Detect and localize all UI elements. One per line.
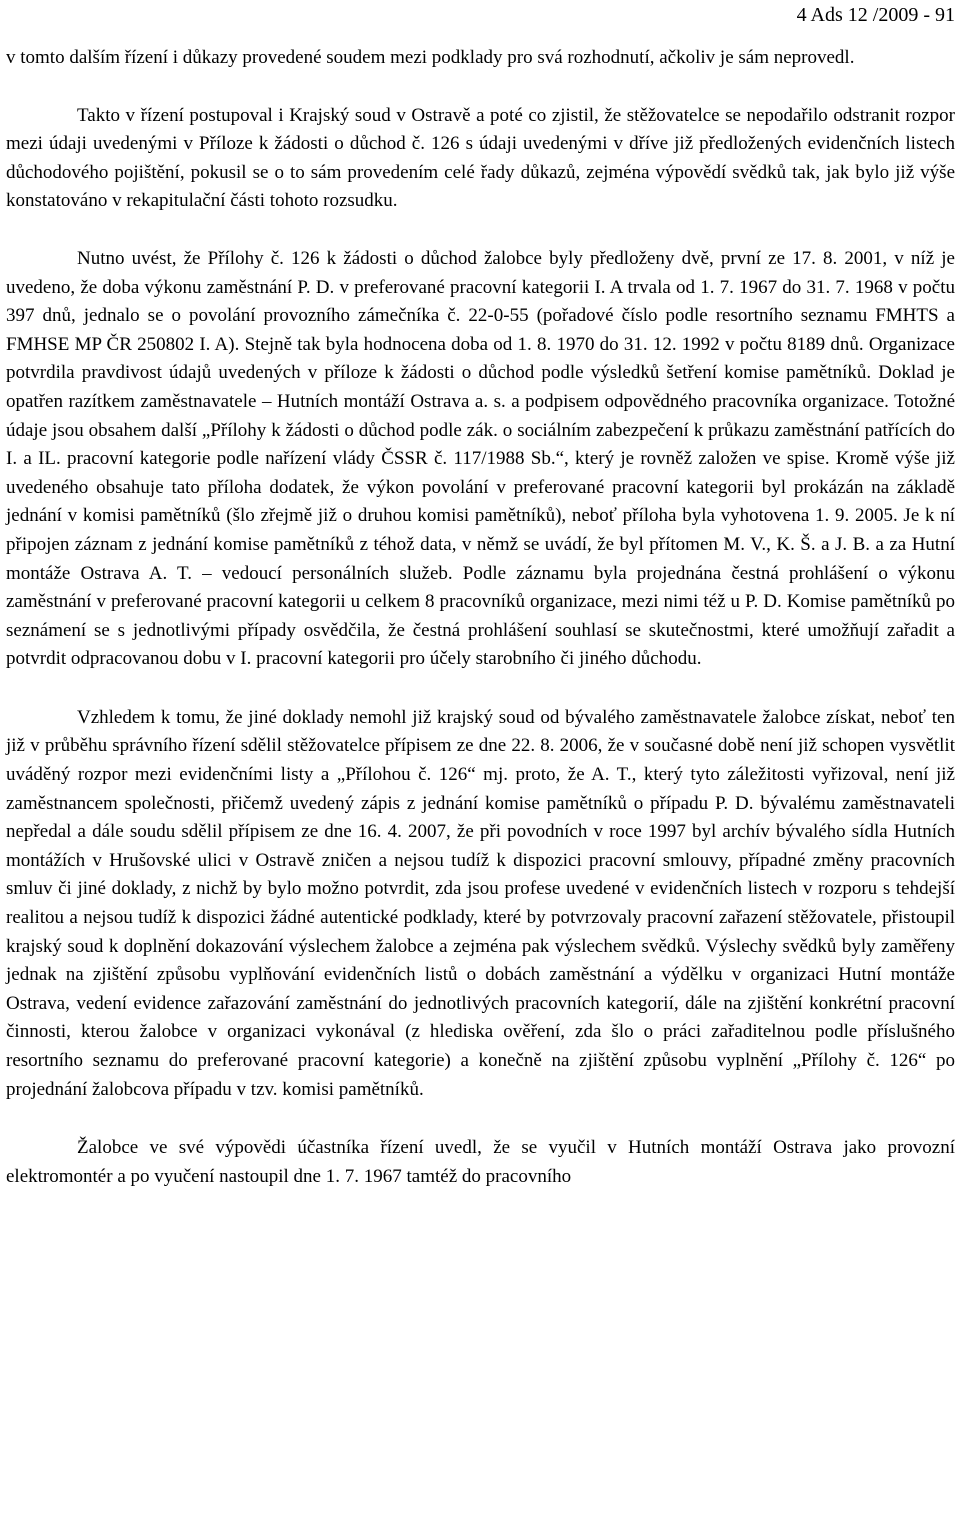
paragraph-testimony: Žalobce ve své výpovědi účastníka řízení uvedl, že se vyučil v Hutních montáží Ostrava jako provozní elektromontér a po vyučení nastoupil dne 1. 7. 1967 tamtéž do pracovního xyxy=(6,1137,955,1187)
case-number: 4 Ads 12 /2009 - 91 xyxy=(796,4,955,26)
paragraph-continuation: v tomto dalším řízení i důkazy provedené soudem mezi podklady pro svá rozhodnutí, ačkoliv je sám neprovedl. xyxy=(6,47,855,68)
paragraph-gap xyxy=(6,674,955,704)
paragraph-gap xyxy=(6,73,955,102)
paragraph-attachments: Nutno uvést, že Přílohy č. 126 k žádosti o důchod žalobce byly předloženy dvě, první ze 17. 8. 2001, v níž je uvedeno, že doba výkonu zaměstnání P. D. v preferované pracovní kategorii I. A trvala od 1. 7. 1967 do 31. 7. 1968 v počtu 397 dnů, jednalo se o povolání provozního zámečníka č. 22-0-55 (pořadové číslo podle resortního seznamu FMHTS a FMHSE MP ČR 250802 I. A). Stejně tak byla hodnocena doba od 1. 8. 1970 do 31. 12. 1992 v počtu 8189 dnů. Organizace potvrdila pravdivost údajů uvedených v příloze k žádosti o důchod podle výsledků šetření komise pamětníků. Doklad je opatřen razítkem zaměstnavatele – Hutních montáží Ostrava a. s. a podpisem odpovědného pracovníka organizace. Totožné údaje jsou obsahem další „Přílohy k žádosti o důchod podle zák. o sociálním zabezpečení k průkazu zaměstnání patřících do I. a IL. pracovní kategorie podle nařízení vlády ČSSR č. 117/1988 Sb.“, který je rovněž založen ve spise. Kromě výše již uvedeného obsahuje tato příloha dodatek, že výkon povolání v preferované pracovní kategorii byl prokázán na základě jednání v komisi pamětníků (šlo zřejmě již o druhou komisi pamětníků), neboť příloha byla vyhotovena 1. 9. 2005. Je k ní připojen záznam z jednání komise pamětníků z téhož data, v němž se uvádí, že byl přítomen M. V., K. Š. a J. B. a za Hutní montáže Ostrava A. T. – vedoucí personálních služeb. Podle záznamu byla projednána čestná prohlášení o výkonu zaměstnání v preferované pracovní kategorii u celkem 8 pracovníků organizace, mezi nimi též u P. D. Komise pamětníků po seznámení se s jednotlivými případy osvědčila, že čestná prohlášení souhlasí se skutečnostmi, které umožňují zařadit a potvrdit odpracovanou dobu v I. pracovní kategorii pro účely starobního či jiného důchodu. xyxy=(6,247,955,670)
paragraph-gap xyxy=(6,1104,955,1134)
paragraph-gap xyxy=(6,216,955,245)
paragraph-regional-court: Takto v řízení postupoval i Krajský soud v Ostravě a poté co zjistil, že stěžovatelce se nepodařilo odstranit rozpor mezi údaji uvedenými v Příloze k žádosti o důchod č. 126 s údaji uvedenými v dříve již předložených evidenčních listech důchodového pojištění, pokusil se o to sám provedením celé řady důkazů, zejména výpovědí svědků tak, jak bylo již výše konstatováno v rekapitulační části tohoto rozsudku. xyxy=(6,104,955,212)
paragraph-evidence: Vzhledem k tomu, že jiné doklady nemohl již krajský soud od bývalého zaměstnavatele žalobce získat, neboť ten již v průběhu správního řízení sdělil stěžovatelce přípisem ze dne 22. 8. 2006, že v současné době není již schopen vysvětlit uváděný rozpor mezi evidenčními listy a „Přílohou č. 126“ mj. proto, že A. T., který tyto záležitosti vyřizoval, není již zaměstnancem společnosti, přičemž uvedený zápis z jednání komise pamětníků o případu P. D. bývalému zaměstnavateli nepředal a dále soudu sdělil přípisem ze dne 16. 4. 2007, že při povodních v roce 1997 byl archív bývalého sídla Hutních montážích v Hrušovské ulici v Ostravě zničen a nejsou tudíž k dispozici pracovní smlouvy, případné změny pracovních smluv či jiné doklady, z nichž by bylo možno potvrdit, zda jsou profese uvedené v evidenčních listech v rozporu s tehdejší realitou a nejsou tudíž k dispozici žádné autentické podklady, které by potvrzovaly pracovní zařazení stěžovatele, přistoupil krajský soud k doplnění dokazování výslechem žalobce a zejména pak výslechem svědků. Výslechy svědků byly zaměřeny jednak na zjištění způsobu vyplňování evidenčních listů o dobách zaměstnání a výdělku v organizaci Hutní montáže Ostrava, vedení evidence zařazování zaměstnání do jednotlivých pracovních kategorií, dále na zjištění konkrétní pracovní činnosti, kterou žalobce v organizaci vykonával (z hlediska ověření, zda šlo o práci zařaditelnou podle příslušného resortního seznamu do preferované pracovní kategorie) a konečně na zjištění způsobu vyplnění „Přílohy č. 126“ po projednání žalobcova případu v tzv. komisi pamětníků. xyxy=(6,706,955,1100)
document-page xyxy=(6,0,955,1191)
page-header xyxy=(6,0,955,44)
